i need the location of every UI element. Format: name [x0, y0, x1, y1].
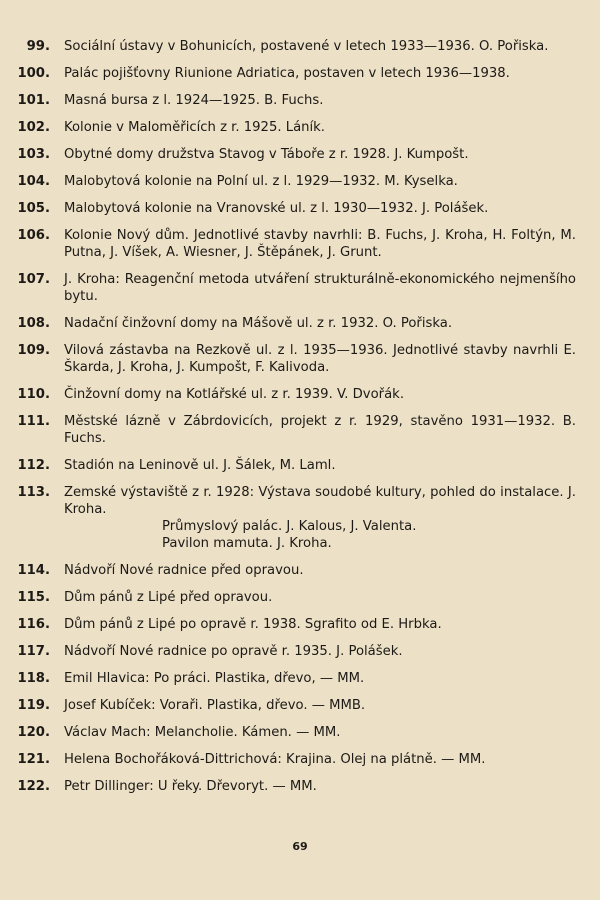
entry-text	[64, 271, 586, 305]
entry-number: 122.	[17, 779, 50, 794]
entry-number: 115.	[17, 590, 50, 605]
entry-number: 110.	[17, 387, 50, 402]
entry-caption: J. Kroha: Reagenční metoda utváření strukturálně-ekonomického nejmenšího bytu.	[64, 272, 576, 304]
entry-number: 112.	[17, 458, 50, 473]
entry-text	[64, 146, 586, 163]
list-item	[14, 670, 586, 687]
list-item	[14, 751, 586, 768]
entry-number: 106.	[17, 228, 50, 243]
entry-caption: Stadión na Leninově ul. J. Šálek, M. Laml.	[64, 458, 336, 473]
entry-caption: Malobytová kolonie na Polní ul. z l. 1929—1932. M. Kyselka.	[64, 174, 458, 189]
entry-caption: Palác pojišťovny Riunione Adriatica, postaven v letech 1936—1938.	[64, 66, 510, 81]
list-item	[14, 200, 586, 217]
entry-text	[64, 38, 586, 55]
entry-text	[64, 670, 586, 687]
entry-caption: Dům pánů z Lipé před opravou.	[64, 590, 273, 605]
entry-caption: Vilová zástavba na Rezkově ul. z l. 1935—1936. Jednotlivé stavby navrhli E. Škarda, J. Kroha, J. Kumpošt, F. Kalivoda.	[64, 343, 576, 375]
entry-number: 103.	[17, 147, 50, 162]
entry-text	[64, 751, 586, 768]
list-item	[14, 724, 586, 741]
entry-text	[64, 562, 586, 579]
entry-caption: Kolonie v Maloměřicích z r. 1925. Láník.	[64, 120, 325, 135]
caption-list	[14, 38, 586, 805]
entry-subcaption: Pavilon mamuta. J. Kroha.	[162, 536, 332, 551]
entry-text	[64, 119, 586, 136]
list-item	[14, 457, 586, 474]
list-item	[14, 119, 586, 136]
entry-text	[64, 484, 586, 552]
entry-subcaption: Průmyslový palác. J. Kalous, J. Valenta.	[162, 519, 417, 534]
entry-number: 119.	[17, 698, 50, 713]
entry-caption: Sociální ústavy v Bohunicích, postavené v letech 1933—1936. O. Pořiska.	[64, 39, 549, 54]
entry-number: 117.	[17, 644, 50, 659]
entry-text	[64, 724, 586, 741]
list-item	[14, 342, 586, 376]
entry-text	[64, 589, 586, 606]
list-item	[14, 386, 586, 403]
entry-caption: Obytné domy družstva Stavog v Táboře z r. 1928. J. Kumpošt.	[64, 147, 469, 162]
entry-text	[64, 92, 586, 109]
entry-number: 102.	[17, 120, 50, 135]
entry-caption: Masná bursa z l. 1924—1925. B. Fuchs.	[64, 93, 324, 108]
entry-caption: Nádvoří Nové radnice po opravě r. 1935. J. Polášek.	[64, 644, 403, 659]
entry-number: 118.	[17, 671, 50, 686]
list-item	[14, 146, 586, 163]
entry-number: 116.	[17, 617, 50, 632]
entry-number: 105.	[17, 201, 50, 216]
entry-number: 109.	[17, 343, 50, 358]
entry-text	[64, 616, 586, 633]
list-item	[14, 65, 586, 82]
entry-number: 120.	[17, 725, 50, 740]
list-item	[14, 315, 586, 332]
entry-caption: Městské lázně v Zábrdovicích, projekt z r. 1929, stavěno 1931—1932. B. Fuchs.	[64, 414, 576, 446]
entry-caption: Kolonie Nový dům. Jednotlivé stavby navrhli: B. Fuchs, J. Kroha, H. Foltýn, M. Putna, J. Víšek, A. Wiesner, J. Štěpánek, J. Grunt.	[64, 228, 576, 260]
entry-caption: Malobytová kolonie na Vranovské ul. z l. 1930—1932. J. Polášek.	[64, 201, 489, 216]
page-number: 69	[292, 840, 308, 853]
entry-number: 107.	[17, 272, 50, 287]
list-item	[14, 271, 586, 305]
entry-text	[64, 65, 586, 82]
list-item	[14, 616, 586, 633]
entry-number: 121.	[17, 752, 50, 767]
entry-number: 99.	[26, 39, 50, 54]
entry-text	[64, 227, 586, 261]
list-item	[14, 589, 586, 606]
entry-text	[64, 697, 586, 714]
entry-caption: Václav Mach: Melancholie. Kámen. — MM.	[64, 725, 341, 740]
list-item	[14, 38, 586, 55]
entry-text	[64, 315, 586, 332]
list-item	[14, 413, 586, 447]
entry-caption: Zemské výstaviště z r. 1928: Výstava soudobé kultury, pohled do instalace. J. Kroha.	[64, 485, 576, 517]
entry-number: 111.	[17, 414, 50, 429]
list-item	[14, 484, 586, 552]
entry-caption: Josef Kubíček: Voraři. Plastika, dřevo. — MMB.	[64, 698, 366, 713]
entry-text	[64, 457, 586, 474]
list-item	[14, 173, 586, 190]
entry-caption: Činžovní domy na Kotlářské ul. z r. 1939. V. Dvořák.	[64, 387, 405, 402]
list-item	[14, 778, 586, 795]
entry-text	[64, 173, 586, 190]
entry-number: 101.	[17, 93, 50, 108]
entry-text	[64, 386, 586, 403]
entry-number: 114.	[17, 563, 50, 578]
entry-number: 100.	[17, 66, 50, 81]
list-item	[14, 643, 586, 660]
entry-text	[64, 778, 586, 795]
entry-caption: Emil Hlavica: Po práci. Plastika, dřevo, — MM.	[64, 671, 365, 686]
entry-text	[64, 643, 586, 660]
entry-number: 113.	[17, 485, 50, 500]
entry-caption: Nádvoří Nové radnice před opravou.	[64, 563, 304, 578]
entry-text	[64, 342, 586, 376]
list-item	[14, 562, 586, 579]
entry-number: 104.	[17, 174, 50, 189]
list-item	[14, 697, 586, 714]
entry-caption: Dům pánů z Lipé po opravě r. 1938. Sgrafito od E. Hrbka.	[64, 617, 442, 632]
entry-caption: Nadační činžovní domy na Mášově ul. z r. 1932. O. Pořiska.	[64, 316, 453, 331]
entry-caption: Petr Dillinger: U řeky. Dřevoryt. — MM.	[64, 779, 317, 794]
list-item	[14, 92, 586, 109]
entry-number: 108.	[17, 316, 50, 331]
list-item	[14, 227, 586, 261]
entry-text	[64, 413, 586, 447]
entry-caption: Helena Bochořáková-Dittrichová: Krajina. Olej na plátně. — MM.	[64, 752, 486, 767]
entry-text	[64, 200, 586, 217]
